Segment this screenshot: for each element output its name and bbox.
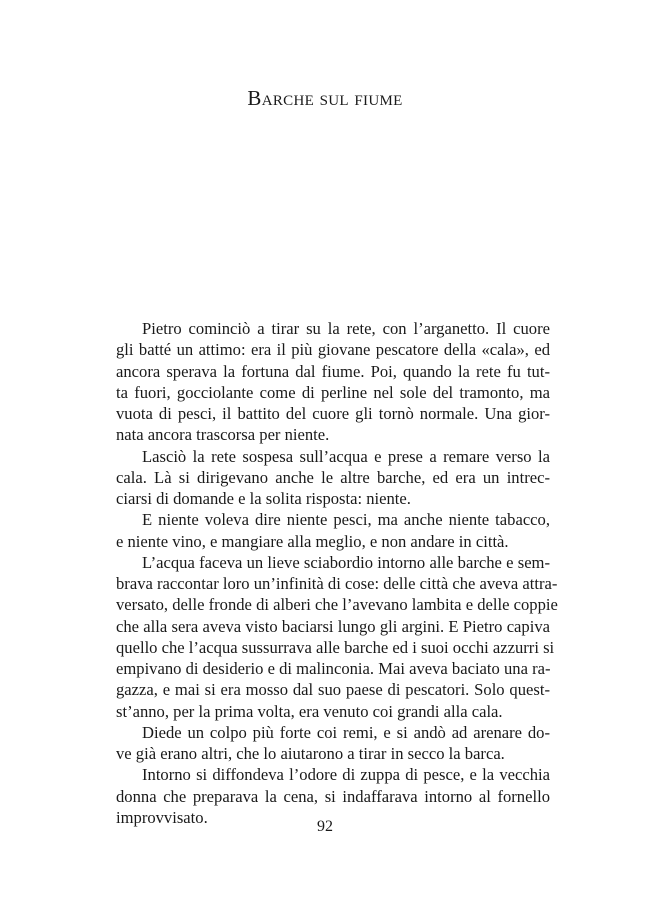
text-line: vuota di pesci, il battito del cuore gli tornò normale. Una gior-	[116, 404, 550, 423]
text-line: empivano di desiderio e di malinconia. Mai aveva baciato una ra-	[116, 659, 551, 678]
text-line: nata ancora trascorsa per niente.	[116, 425, 330, 445]
text-line: L’acqua faceva un lieve sciabordio intorno alle barche e sem-	[142, 552, 550, 572]
text-line: ta fuori, gocciolante come di perline nel sole del tramonto, ma	[116, 382, 550, 402]
text-line: ciarsi di domande e la solita risposta: niente.	[116, 489, 411, 508]
text-line: Pietro cominciò a tirar su la rete, con l’arganetto. Il cuore	[142, 319, 550, 338]
text-line: e niente vino, e mangiare alla meglio, e non andare in città.	[116, 531, 509, 551]
page-number: 92	[317, 818, 333, 835]
text-line: Diede un colpo più forte coi remi, e si andò ad arenare do-	[142, 722, 550, 742]
text-line: gli batté un attimo: era il più giovane pescatore della «cala», ed	[116, 340, 550, 360]
text-line: Lasciò la rete sospesa sull’acqua e prese a remare verso la	[142, 446, 550, 466]
paragraph	[116, 446, 550, 510]
text-line: donna che preparava la cena, si indaffarava intorno al fornello	[116, 786, 550, 806]
text-line: E niente voleva dire niente pesci, ma anche niente tabacco,	[142, 510, 550, 530]
text-line: brava raccontar loro un’infinità di cose: delle città che aveva attra-	[116, 574, 558, 593]
text-line: cala. Là si dirigevano anche le altre barche, ed era un intrec-	[116, 467, 550, 487]
text-line: quello che l’acqua sussurrava alle barche ed i suoi occhi azzurri si	[116, 637, 555, 657]
text-line: che alla sera aveva visto baciarsi lungo gli argini. E Pietro capiva	[116, 616, 550, 636]
chapter-title: Barche sul fiume	[247, 86, 403, 110]
paragraph	[116, 722, 550, 765]
text-line: ve già erano altri, che lo aiutarono a tirar in secco la barca.	[116, 744, 505, 763]
text-line: Intorno si diffondeva l’odore di zuppa di pesce, e la vecchia	[142, 765, 550, 785]
text-line: st’anno, per la prima volta, era venuto coi grandi alla cala.	[116, 701, 503, 721]
text-line: versato, delle fronde di alberi che l’avevano lambita e delle coppie	[116, 595, 558, 615]
paragraph	[116, 552, 558, 722]
text-line: ancora sperava la fortuna dal fiume. Poi, quando la rete fu tut-	[116, 361, 550, 381]
paragraph	[116, 318, 550, 446]
text-line: gazza, e mai si era mosso dal suo paese di pescatori. Solo quest-	[116, 680, 550, 700]
text-line: improvvisato.	[116, 807, 208, 827]
body-text	[116, 318, 558, 828]
paragraph	[116, 509, 550, 552]
